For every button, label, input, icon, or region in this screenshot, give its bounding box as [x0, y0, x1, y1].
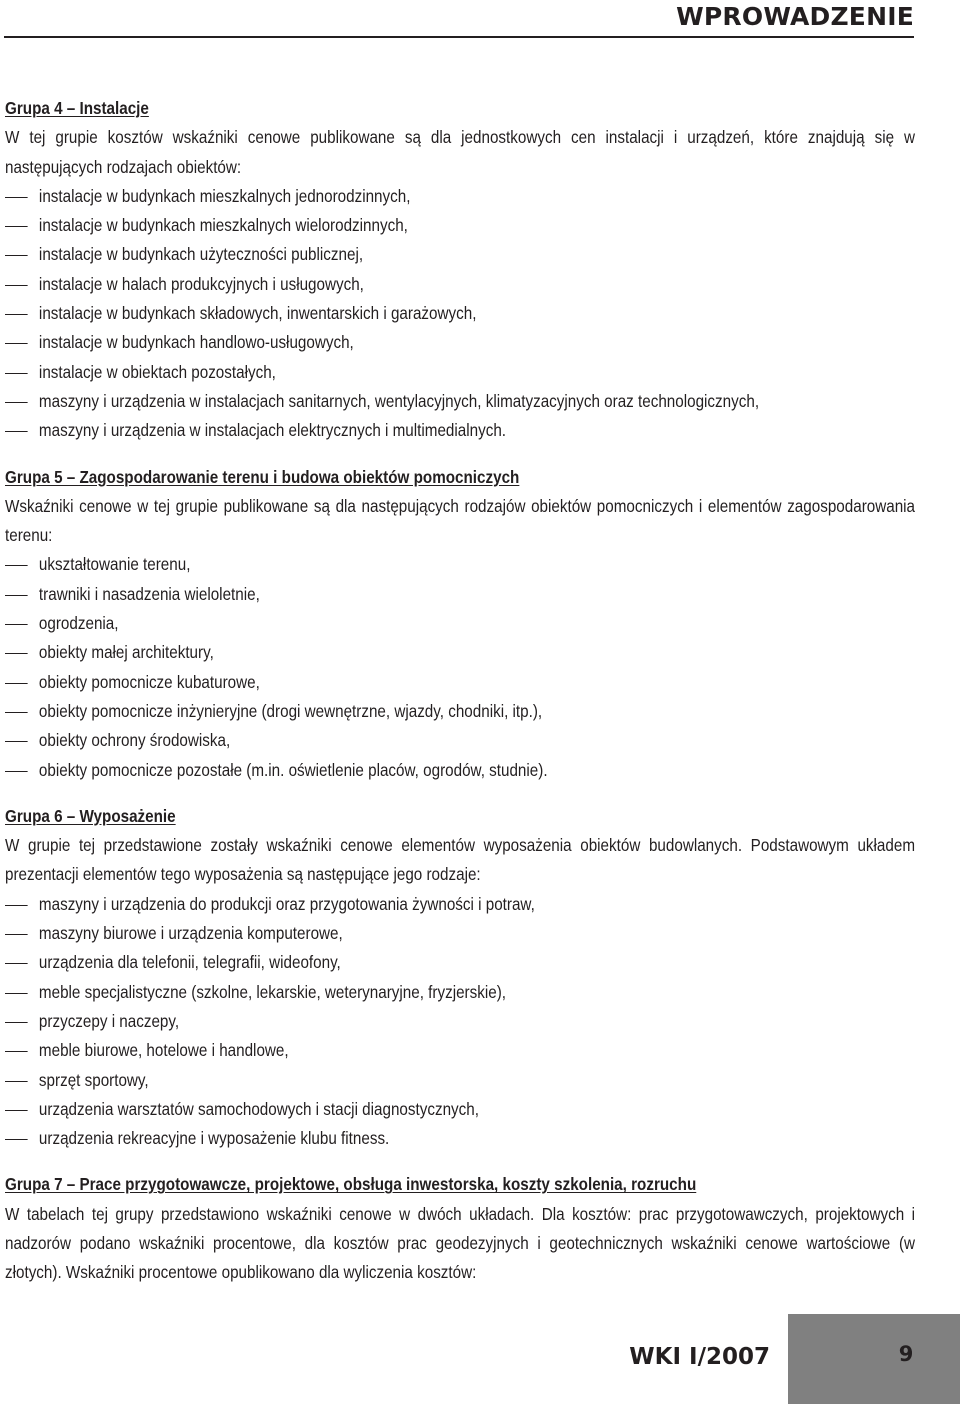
list-item: obiekty ochrony środowiska, — [5, 726, 915, 755]
section-group-4 — [5, 94, 915, 446]
list-item: maszyny biurowe i urządzenia komputerowe, — [5, 919, 915, 948]
list-item: instalacje w budynkach składowych, inwentarskich i garażowych, — [5, 299, 915, 328]
section-list — [5, 890, 915, 1154]
list-item: przyczepy i naczepy, — [5, 1007, 915, 1036]
publication-label: WKI I/2007 — [629, 1344, 770, 1370]
section-group-5 — [5, 463, 915, 785]
page-number: 9 — [898, 1342, 914, 1366]
section-intro: W tej grupie kosztów wskaźniki cenowe publikowane są dla jednostkowych cen instalacji i urządzeń, które znajdują się w następujących rodzajach obiektów: — [5, 127, 916, 177]
document-body — [5, 94, 915, 1305]
section-intro: Wskaźniki cenowe w tej grupie publikowane są dla następujących rodzajów obiektów pomocniczych i elementów zagospodarowania terenu: — [5, 495, 916, 546]
list-item: instalacje w obiektach pozostałych, — [5, 358, 915, 387]
page-header-title: WPROWADZENIE — [676, 2, 914, 31]
list-item: sprzęt sportowy, — [5, 1066, 915, 1095]
list-item: instalacje w halach produkcyjnych i usługowych, — [5, 270, 915, 299]
list-item: instalacje w budynkach mieszkalnych jednorodzinnych, — [5, 182, 915, 211]
header-divider — [4, 36, 914, 38]
section-group-6 — [5, 802, 915, 1154]
list-item: maszyny i urządzenia w instalacjach sanitarnych, wentylacyjnych, klimatyzacyjnych oraz technologicznych, — [5, 387, 915, 416]
section-heading: Grupa 4 – Instalacje — [5, 98, 149, 118]
section-heading: Grupa 7 – Prace przygotowawcze, projektowe, obsługa inwestorska, koszty szkolenia, rozruchu — [5, 1174, 697, 1195]
section-list — [5, 182, 915, 446]
section-group-7 — [5, 1170, 915, 1287]
list-item: maszyny i urządzenia do produkcji oraz przygotowania żywności i potraw, — [5, 890, 915, 919]
list-item: meble biurowe, hotelowe i handlowe, — [5, 1036, 915, 1065]
list-item: ogrodzenia, — [5, 609, 915, 638]
list-item: meble specjalistyczne (szkolne, lekarskie, weterynaryjne, fryzjerskie), — [5, 978, 915, 1007]
list-item: instalacje w budynkach użyteczności publicznej, — [5, 240, 915, 269]
list-item: obiekty małej architektury, — [5, 638, 915, 667]
section-heading: Grupa 5 – Zagospodarowanie terenu i budowa obiektów pomocniczych — [5, 466, 520, 487]
list-item: instalacje w budynkach handlowo-usługowych, — [5, 328, 915, 357]
section-intro: W grupie tej przedstawione zostały wskaźniki cenowe elementów wyposażenia obiektów budowlanych. Podstawowym układem prezentacji elementów tego wyposażenia są następujące jego rodzaje: — [5, 835, 916, 885]
section-intro: W tabelach tej grupy przedstawiono wskaźniki cenowe w dwóch układach. Dla kosztów: prac przygotowawczych, projektowych i nadzorów podano wskaźniki procentowe, dla kosztów prac geodezyjnych i geotechnicznych wskaźniki cenowe wartościowe (w złotych). Wskaźniki procentowe opublikowano dla wyliczenia kosztów: — [5, 1203, 916, 1283]
list-item: urządzenia dla telefonii, telegrafii, wideofony, — [5, 948, 915, 977]
list-item: obiekty pomocnicze kubaturowe, — [5, 668, 915, 697]
list-item: trawniki i nasadzenia wieloletnie, — [5, 580, 915, 609]
list-item: obiekty pomocnicze inżynieryjne (drogi wewnętrzne, wjazdy, chodniki, itp.), — [5, 697, 915, 726]
list-item: urządzenia rekreacyjne i wyposażenie klubu fitness. — [5, 1124, 915, 1153]
list-item: obiekty pomocnicze pozostałe (m.in. oświetlenie placów, ogrodów, studnie). — [5, 756, 915, 785]
list-item: maszyny i urządzenia w instalacjach elektrycznych i multimedialnych. — [5, 416, 915, 445]
list-item: instalacje w budynkach mieszkalnych wielorodzinnych, — [5, 211, 915, 240]
section-list — [5, 550, 915, 784]
list-item: ukształtowanie terenu, — [5, 550, 915, 579]
list-item: urządzenia warsztatów samochodowych i stacji diagnostycznych, — [5, 1095, 915, 1124]
section-heading: Grupa 6 – Wyposażenie — [5, 805, 176, 826]
